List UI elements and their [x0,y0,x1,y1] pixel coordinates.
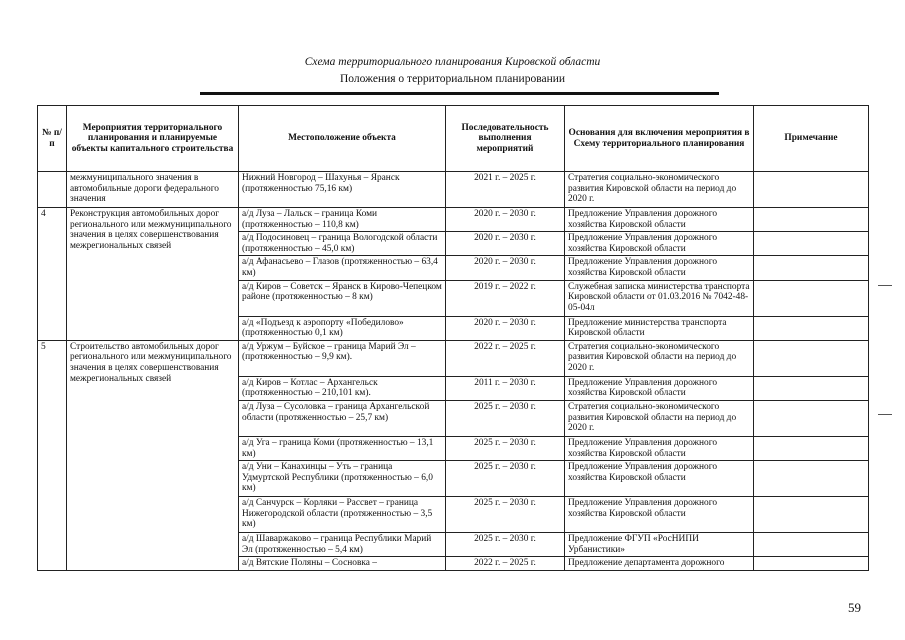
cell-basis: Стратегия социально-экономического развития Кировской области на период до 2020 г. [565,340,754,376]
document-title: Схема территориального планирования Кировской области [304,56,601,68]
cell-location: а/д Уржум – Буйское – граница Марий Эл – (протяженностью – 9,9 км). [239,340,446,376]
cell-location: а/д Санчурск – Корляки – Рассвет – граница Нижегородской области (протяженностью – 3,5 км) [239,497,446,533]
cell-event: Реконструкция автомобильных дорог регионального или межмуниципального значения в целях совершенствования межрегиональных связей [67,208,239,341]
cell-basis: Предложение ФГУП «РосНИПИ Урбанистики» [565,533,754,557]
header-number: № п/п [38,106,67,172]
cell-period: 2025 г. – 2030 г. [446,497,565,533]
cell-basis: Предложение министерства транспорта Кировской области [565,316,754,340]
cell-note [754,232,869,256]
cell-note [754,316,869,340]
cell-period: 2025 г. – 2030 г. [446,533,565,557]
cell-number: 5 [38,340,67,570]
cell-basis: Предложение Управления дорожного хозяйства Кировской области [565,436,754,460]
cell-period: 2011 г. – 2030 г. [446,376,565,400]
cell-note [754,208,869,232]
cell-period: 2025 г. – 2030 г. [446,400,565,436]
cell-note [754,497,869,533]
cell-period: 2022 г. – 2025 г. [446,340,565,376]
cell-note [754,340,869,376]
cell-period: 2020 г. – 2030 г. [446,232,565,256]
cell-location: а/д Шаваржаково – граница Республики Марий Эл (протяженностью – 5,4 км) [239,533,446,557]
cell-note [754,461,869,497]
cell-basis: Служебная записка министерства транспорта Кировской области от 01.03.2016 № 7042-48-05-04л [565,280,754,316]
document-subtitle: Положения о территориальном планировании [339,73,566,85]
cell-basis: Предложение Управления дорожного хозяйства Кировской области [565,376,754,400]
title-rule [200,92,719,95]
table-row [38,172,869,208]
cell-location: а/д Киров – Советск – Яранск в Кирово-Чепецком районе (протяженностью – 8 км) [239,280,446,316]
cell-period: 2022 г. – 2025 г. [446,557,565,571]
cell-number [38,172,67,208]
cell-location: а/д Вятские Поляны – Сосновка – [239,557,446,571]
cell-basis: Стратегия социально-экономического развития Кировской области на период до 2020 г. [565,172,754,208]
cell-period: 2025 г. – 2030 г. [446,436,565,460]
cell-note [754,280,869,316]
cell-location: а/д Луза – Сусоловка – граница Архангельской области (протяженностью – 25,7 км) [239,400,446,436]
cell-basis: Предложение Управления дорожного хозяйства Кировской области [565,256,754,280]
cell-note [754,557,869,571]
cell-basis: Предложение Управления дорожного хозяйства Кировской области [565,497,754,533]
margin-mark [878,285,892,286]
header-location: Местоположение объекта [239,106,446,172]
cell-location: а/д Уга – граница Коми (протяженностью – 13,1 км) [239,436,446,460]
cell-location: а/д Подосиновец – граница Вологодской области (протяженностью – 45,0 км) [239,232,446,256]
cell-location: а/д «Подъезд к аэропорту «Победилово» (протяженностью 0,1 км) [239,316,446,340]
cell-period: 2025 г. – 2030 г. [446,461,565,497]
cell-location: а/д Афанасьево – Глазов (протяженностью – 63,4 км) [239,256,446,280]
cell-period: 2020 г. – 2030 г. [446,208,565,232]
cell-note [754,376,869,400]
cell-period: 2019 г. – 2022 г. [446,280,565,316]
cell-basis: Предложение департамента дорожного [565,557,754,571]
header-basis: Основания для включения мероприятия в Схему территориального планирования [565,106,754,172]
table-row [38,340,869,376]
cell-event: межмуниципального значения в автомобильные дороги федерального значения [67,172,239,208]
table-row [38,208,869,232]
cell-number: 4 [38,208,67,341]
table-header-row [38,106,869,172]
cell-location: а/д Луза – Лальск – граница Коми (протяженностью – 110,8 км) [239,208,446,232]
cell-period: 2020 г. – 2030 г. [446,256,565,280]
margin-mark [878,414,892,415]
cell-period: 2020 г. – 2030 г. [446,316,565,340]
cell-note [754,256,869,280]
cell-basis: Предложение Управления дорожного хозяйства Кировской области [565,461,754,497]
cell-basis: Предложение Управления дорожного хозяйства Кировской области [565,232,754,256]
cell-note [754,436,869,460]
cell-note [754,533,869,557]
header-note: Примечание [754,106,869,172]
cell-period: 2021 г. – 2025 г. [446,172,565,208]
cell-note [754,172,869,208]
header-event: Мероприятия территориального планирования и планируемые объекты капитального строительства [67,106,239,172]
cell-basis: Стратегия социально-экономического развития Кировской области на период до 2020 г. [565,400,754,436]
cell-event: Строительство автомобильных дорог регионального или межмуниципального значения в целях совершенствования межрегиональных связей [67,340,239,570]
cell-location: а/д Уни – Канахинцы – Уть – граница Удмуртской Республики (протяженностью – 6,0 км) [239,461,446,497]
header-sequence: Последовательность выполнения мероприятий [446,106,565,172]
planning-table [37,105,869,571]
cell-location: а/д Киров – Котлас – Архангельск (протяженностью – 210,101 км). [239,376,446,400]
cell-basis: Предложение Управления дорожного хозяйства Кировской области [565,208,754,232]
cell-note [754,400,869,436]
page-number: 59 [848,600,861,615]
cell-location: Нижний Новгород – Шахунья – Яранск (протяженностью 75,16 км) [239,172,446,208]
